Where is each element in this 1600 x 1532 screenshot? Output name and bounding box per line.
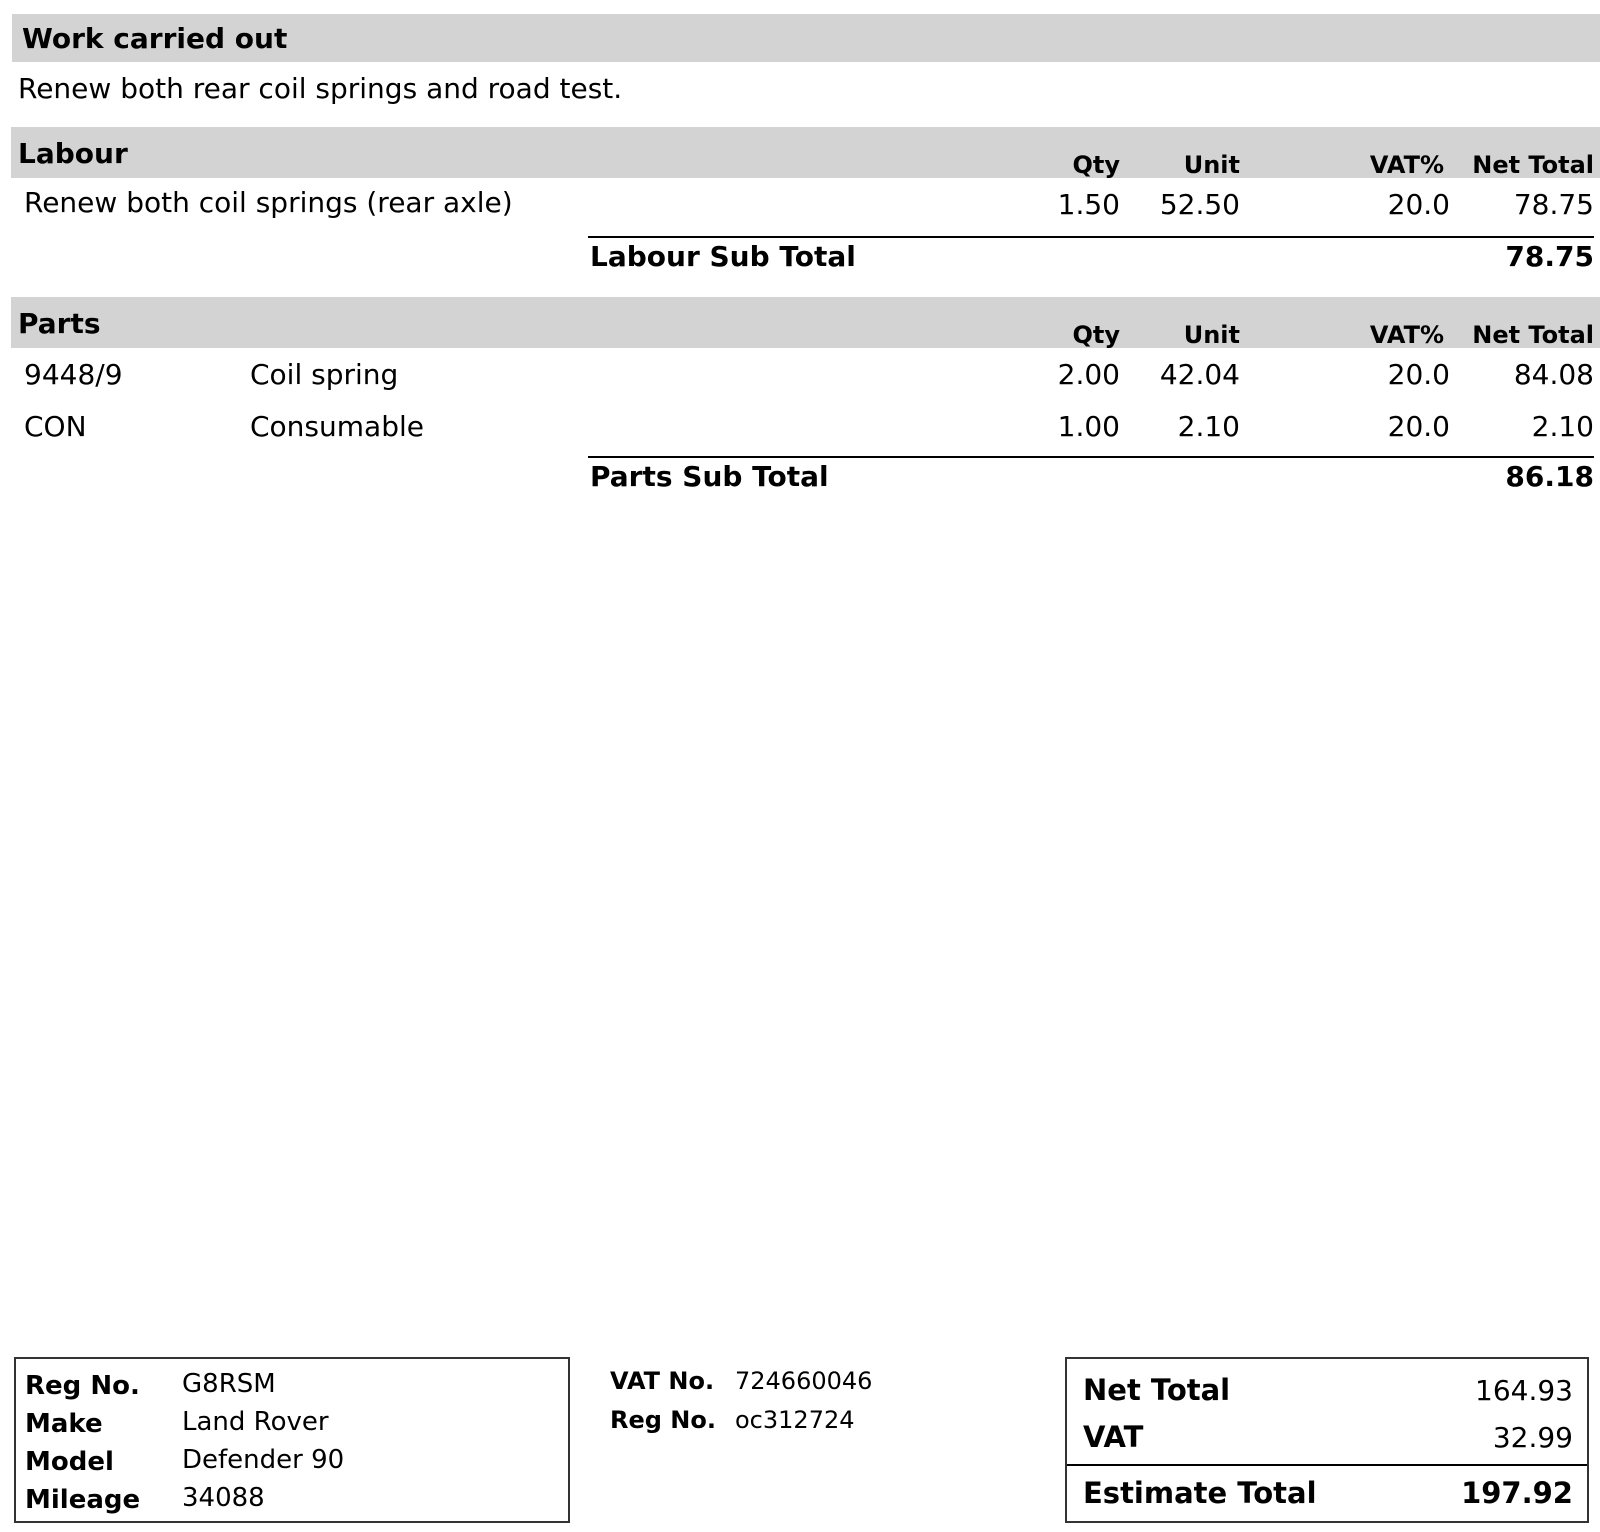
labour-col-vat: VAT% — [1369, 151, 1444, 179]
totals-divider — [1067, 1464, 1587, 1466]
totals-estimate-label: Estimate Total — [1083, 1476, 1317, 1510]
parts-col-net: Net Total — [1472, 321, 1594, 349]
company-vat-label: VAT No. — [610, 1367, 715, 1395]
parts-heading: Parts — [18, 307, 101, 340]
parts-col-unit: Unit — [1183, 321, 1240, 349]
vehicle-reg-value: G8RSM — [182, 1369, 276, 1399]
vehicle-model-label: Model — [25, 1447, 114, 1477]
labour-subtotal-rule — [588, 236, 1594, 238]
parts-row-description: Consumable — [250, 410, 424, 443]
labour-row-unit: 52.50 — [1159, 188, 1240, 221]
labour-col-unit: Unit — [1183, 151, 1240, 179]
work-description: Renew both rear coil springs and road test. — [18, 72, 623, 105]
labour-row-vat: 20.0 — [1387, 188, 1450, 221]
vehicle-details-box — [14, 1357, 570, 1523]
parts-row-unit: 42.04 — [1159, 358, 1240, 391]
labour-subtotal-label: Labour Sub Total — [590, 240, 856, 273]
vehicle-reg-label: Reg No. — [25, 1371, 140, 1401]
parts-subtotal-value: 86.18 — [1505, 460, 1594, 493]
totals-net-value: 164.93 — [1475, 1374, 1573, 1407]
parts-row-vat: 20.0 — [1387, 410, 1450, 443]
labour-col-qty: Qty — [1072, 151, 1120, 179]
parts-row-code: CON — [24, 410, 87, 443]
vehicle-model-value: Defender 90 — [182, 1445, 345, 1475]
parts-row-description: Coil spring — [250, 358, 399, 391]
totals-net-label: Net Total — [1083, 1373, 1231, 1407]
labour-heading: Labour — [18, 137, 128, 170]
labour-row-qty: 1.50 — [1057, 188, 1120, 221]
totals-vat-value: 32.99 — [1492, 1421, 1573, 1454]
parts-row-vat: 20.0 — [1387, 358, 1450, 391]
totals-vat-label: VAT — [1083, 1420, 1144, 1454]
parts-col-qty: Qty — [1072, 321, 1120, 349]
parts-col-vat: VAT% — [1369, 321, 1444, 349]
company-reg-value: oc312724 — [735, 1406, 855, 1434]
labour-col-net: Net Total — [1472, 151, 1594, 179]
company-reg-label: Reg No. — [610, 1406, 716, 1434]
labour-row-net: 78.75 — [1513, 188, 1594, 221]
vehicle-mileage-value: 34088 — [182, 1483, 265, 1513]
parts-row-net: 84.08 — [1513, 358, 1594, 391]
totals-estimate-value: 197.92 — [1461, 1476, 1573, 1510]
parts-row-qty: 1.00 — [1057, 410, 1120, 443]
work-heading: Work carried out — [22, 22, 288, 55]
vehicle-make-label: Make — [25, 1409, 103, 1439]
vehicle-mileage-label: Mileage — [25, 1485, 141, 1515]
vehicle-make-value: Land Rover — [182, 1407, 329, 1437]
parts-row-qty: 2.00 — [1057, 358, 1120, 391]
parts-row-unit: 2.10 — [1177, 410, 1240, 443]
labour-row-description: Renew both coil springs (rear axle) — [24, 186, 513, 219]
labour-subtotal-value: 78.75 — [1505, 240, 1594, 273]
parts-subtotal-rule — [588, 456, 1594, 458]
parts-subtotal-label: Parts Sub Total — [590, 460, 829, 493]
parts-row-net: 2.10 — [1531, 410, 1594, 443]
company-vat-value: 724660046 — [735, 1367, 873, 1395]
totals-box — [1065, 1357, 1589, 1523]
parts-row-code: 9448/9 — [24, 358, 123, 391]
